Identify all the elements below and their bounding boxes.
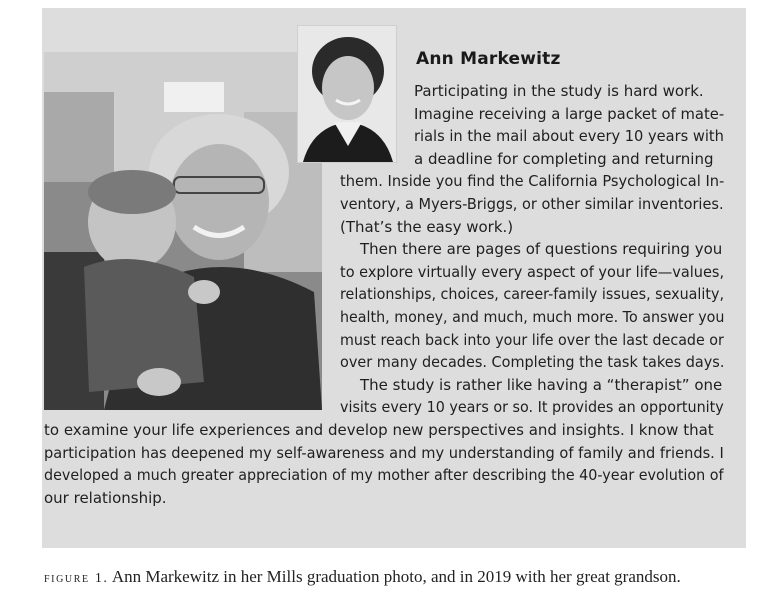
body-line-10: relationships, choices, career-family issues, sexuality, (340, 285, 724, 304)
body-line-16: to examine your life experiences and develop new perspectives and insights. I know that (44, 421, 714, 439)
body-line-14: The study is rather like having a “therapist” one (360, 375, 723, 394)
body-line-9: to explore virtually every aspect of your life—values, (340, 262, 725, 281)
graduation-photo-drawing (298, 26, 396, 162)
body-line-5: them. Inside you find the California Psychological In- (340, 172, 725, 191)
body-line-19: our relationship. (44, 488, 167, 507)
grandmother-photo-drawing (44, 52, 322, 410)
body-line-12: must reach back into your life over the last decade or (340, 330, 724, 349)
figure-label: figure 1. (44, 571, 109, 586)
graduation-photo (297, 25, 397, 163)
figure-caption (44, 566, 744, 590)
person-name: Ann Markewitz (416, 49, 561, 69)
body-line-18: developed a much greater appreciation of my mother after describing the 40-year evolution of (44, 466, 724, 485)
body-line-6: ventory, a Myers-Briggs, or other similar inventories. (340, 195, 724, 213)
body-line-17: participation has deepened my self-awareness and my understanding of family and friends. I (44, 443, 724, 462)
body-line-15: visits every 10 years or so. It provides an opportunity (340, 398, 724, 417)
body-line-1: Participating in the study is hard work. (414, 82, 704, 100)
body-line-11: health, money, and much, much more. To answer you (340, 308, 725, 326)
body-line-13: over many decades. Completing the task takes days. (340, 353, 725, 372)
figure-caption-text: Ann Markewitz in her Mills graduation photo, and in 2019 with her great grandson. (108, 567, 681, 586)
grandmother-with-baby-photo (44, 52, 322, 410)
body-line-8: Then there are pages of questions requiring you (360, 240, 723, 259)
body-line-4: a deadline for completing and returning (414, 149, 714, 168)
body-line-3: rials in the mail about every 10 years with (414, 127, 724, 146)
body-line-7: (That’s the easy work.) (340, 217, 514, 236)
body-line-2: Imagine receiving a large packet of mate- (414, 104, 725, 123)
